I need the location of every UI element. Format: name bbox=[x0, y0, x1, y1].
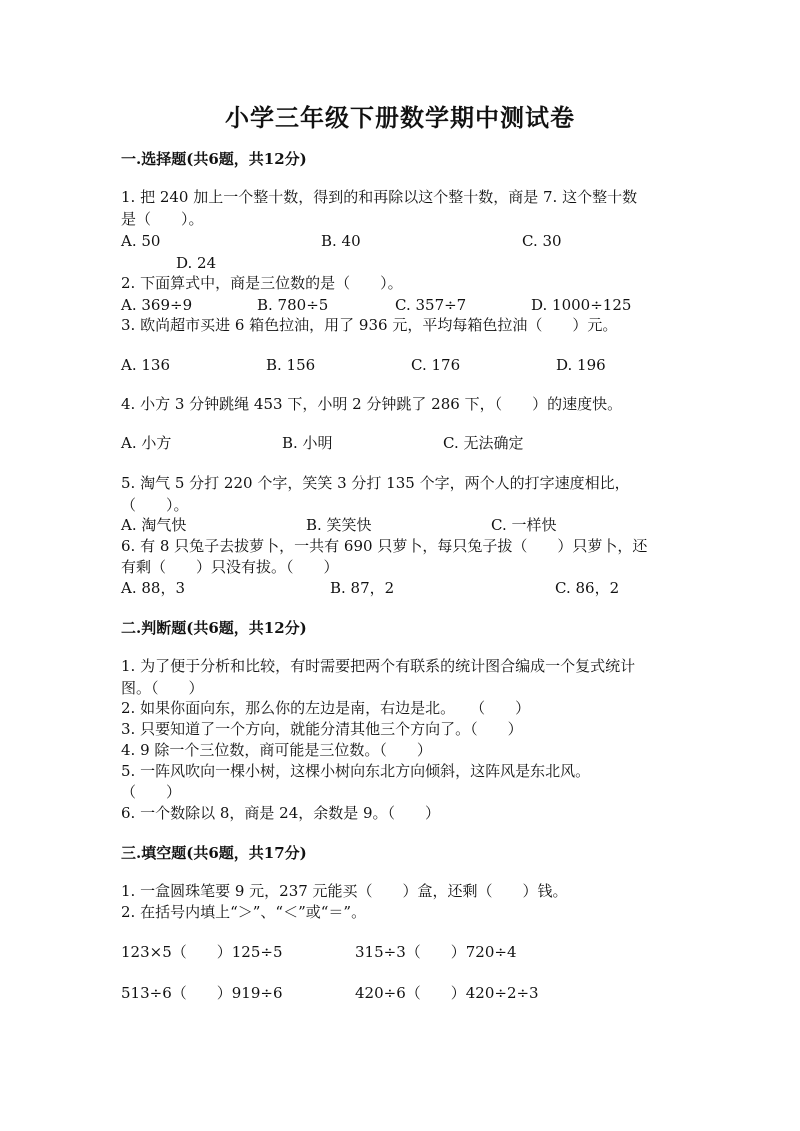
option-c: C. 176 bbox=[411, 356, 461, 374]
option-d: D. 24 bbox=[176, 254, 217, 272]
option-a: A. 88，3 bbox=[121, 579, 185, 597]
question-text: 1. 把 240 加上一个整十数，得到的和再除以这个整十数，商是 7. 这个整十数 bbox=[121, 188, 638, 206]
option-b: B. 780÷5 bbox=[257, 296, 329, 314]
option-c: C. 86，2 bbox=[555, 579, 620, 597]
option-a: A. 50 bbox=[121, 232, 161, 250]
option-a: A. 淘气快 bbox=[121, 516, 187, 534]
section-heading: 二.判断题(共6题，共12分) bbox=[121, 619, 307, 637]
comparison-item: 123×5（ ）125÷5 bbox=[121, 943, 283, 961]
option-a: A. 369÷9 bbox=[121, 296, 193, 314]
question-text: 5. 淘气 5 分打 220 个字，笑笑 3 分打 135 个字，两个人的打字速度相比， bbox=[121, 474, 630, 492]
option-a: A. 小方 bbox=[121, 434, 172, 452]
option-b: B. 87，2 bbox=[330, 579, 395, 597]
section-heading: 一.选择题(共6题，共12分) bbox=[121, 150, 307, 168]
option-b: B. 156 bbox=[266, 356, 316, 374]
option-c: C. 30 bbox=[522, 232, 562, 250]
statement-text: 图。（ ） bbox=[121, 679, 204, 697]
statement-text: 2. 如果你面向东，那么你的左边是南，右边是北。 （ ） bbox=[121, 699, 531, 717]
comparison-item: 315÷3（ ）720÷4 bbox=[355, 943, 517, 961]
statement-text: 4. 9 除一个三位数，商可能是三位数。（ ） bbox=[121, 741, 432, 759]
statement-text: 6. 一个数除以 8，商是 24，余数是 9。（ ） bbox=[121, 804, 441, 822]
option-b: B. 小明 bbox=[282, 434, 333, 452]
option-b: B. 笑笑快 bbox=[306, 516, 372, 534]
fill-question-text: 2. 在括号内填上“＞”、“＜”或“＝”。 bbox=[121, 903, 367, 921]
statement-text: 5. 一阵风吹向一棵小树，这棵小树向东北方向倾斜，这阵风是东北风。 bbox=[121, 762, 591, 780]
section-heading: 三.填空题(共6题，共17分) bbox=[121, 844, 307, 862]
comparison-item: 420÷6（ ）420÷2÷3 bbox=[355, 984, 539, 1002]
question-text: 4. 小方 3 分钟跳绳 453 下，小明 2 分钟跳了 286 下，（ ）的速度快。 bbox=[121, 395, 623, 413]
question-text: （ ）。 bbox=[121, 496, 189, 514]
option-d: D. 1000÷125 bbox=[531, 296, 632, 314]
comparison-item: 513÷6（ ）919÷6 bbox=[121, 984, 283, 1002]
option-d: D. 196 bbox=[556, 356, 606, 374]
statement-text: （ ） bbox=[121, 783, 182, 801]
option-a: A. 136 bbox=[121, 356, 170, 374]
statement-text: 3. 只要知道了一个方向，就能分清其他三个方向了。（ ） bbox=[121, 720, 523, 738]
question-text: 3. 欧尚超市买进 6 箱色拉油，用了 936 元，平均每箱色拉油（ ）元。 bbox=[121, 316, 618, 334]
page-title: 小学三年级下册数学期中测试卷 bbox=[225, 103, 575, 132]
statement-text: 1. 为了便于分析和比较，有时需要把两个有联系的统计图合编成一个复式统计 bbox=[121, 657, 636, 675]
question-text: 6. 有 8 只兔子去拔萝卜，一共有 690 只萝卜，每只兔子拔（ ）只萝卜，还 bbox=[121, 537, 648, 555]
question-text: 2. 下面算式中，商是三位数的是（ ）。 bbox=[121, 274, 403, 292]
option-c: C. 无法确定 bbox=[443, 434, 524, 452]
question-text: 是（ ）。 bbox=[121, 210, 204, 228]
option-c: C. 357÷7 bbox=[395, 296, 467, 314]
fill-question-text: 1. 一盒圆珠笔要 9 元，237 元能买（ ）盒，还剩（ ）钱。 bbox=[121, 882, 568, 900]
question-text: 有剩（ ）只没有拔。（ ） bbox=[121, 558, 339, 576]
option-b: B. 40 bbox=[321, 232, 361, 250]
option-c: C. 一样快 bbox=[491, 516, 557, 534]
